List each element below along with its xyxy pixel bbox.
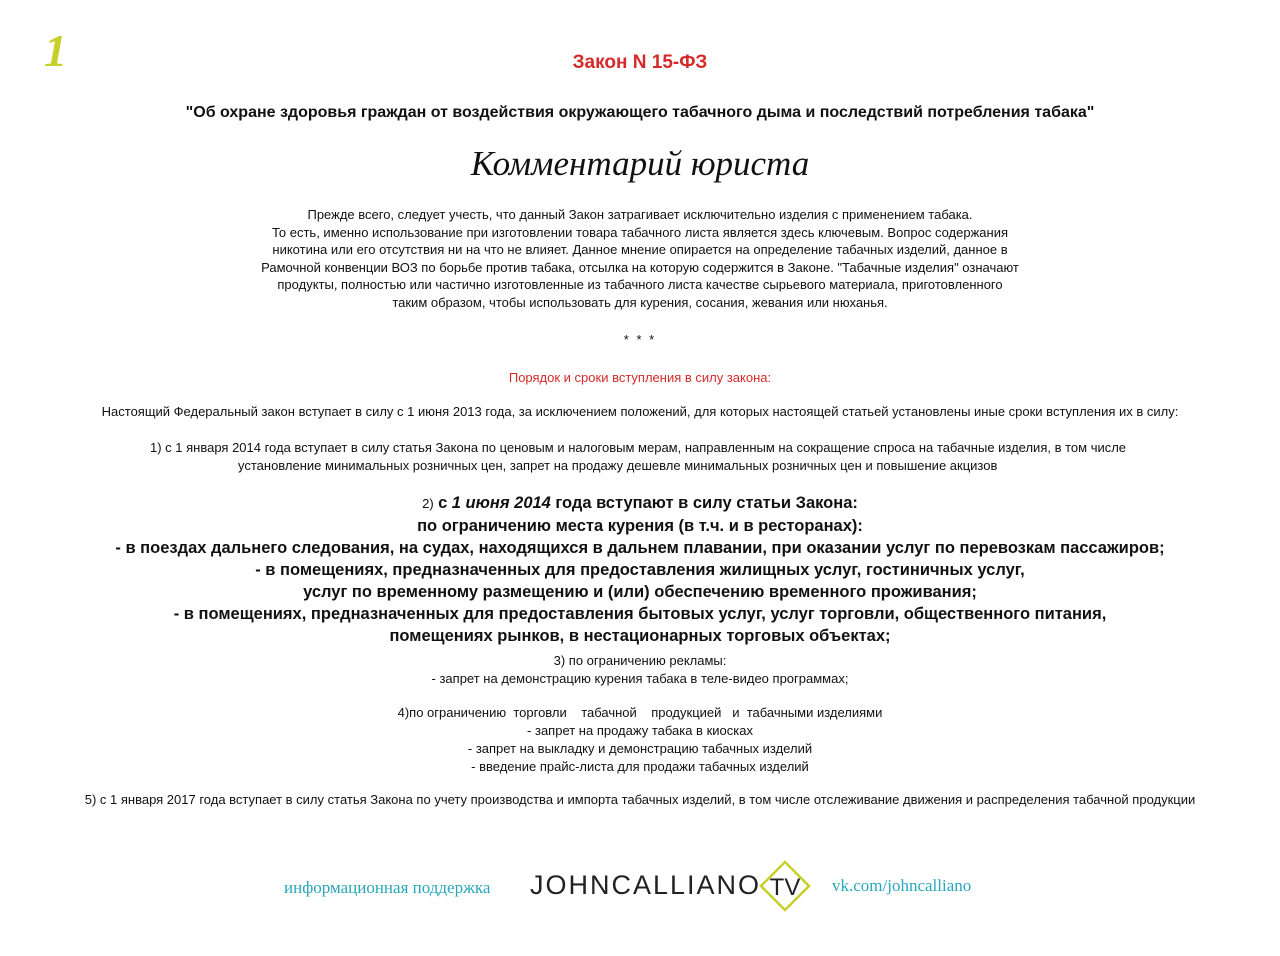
item-2-prefix: с: [438, 494, 448, 512]
page-number: 1: [44, 25, 67, 76]
footer-logo-text: JOHNCALLIANO: [530, 870, 762, 900]
tv-diamond-icon: [759, 860, 811, 912]
law-title: Закон N 15-ФЗ: [572, 52, 708, 73]
intro-line: таким образом, чтобы использовать для курения, сосания, жевания или нюханья.: [392, 294, 888, 310]
footer-logo-suffix: TV: [769, 874, 801, 901]
order-heading: Порядок и сроки вступления в силу закона:: [508, 370, 772, 385]
intro-line: никотина или его отсутствия ни на что не влияет. Данное мнение опирается на определение табачных изделий, данное в: [272, 242, 1008, 257]
item-4: [0, 704, 1280, 776]
item-2-line: - в помещениях, предназначенных для предоставления жилищных услуг, гостиничных услуг,: [255, 561, 1025, 579]
law-subtitle: "Об охране здоровья граждан от воздействия окружающего табачного дыма и последствий потребления табака": [185, 104, 1095, 121]
footer: [0, 856, 1280, 916]
item-2-line: по ограничению места курения (в т.ч. и в ресторанах):: [417, 517, 863, 535]
intro-line: продукты, полностью или частично изготовленные из табачного листа качестве сырьевого материала, приготовленного: [277, 277, 1003, 292]
item-2-suffix: года вступают в силу статьи Закона:: [555, 494, 858, 512]
item-2-line: - в помещениях, предназначенных для предоставления бытовых услуг, услуг торговли, общественного питания,: [173, 605, 1107, 623]
intro-line: Рамочной конвенции ВОЗ по борьбе против табака, отсылка на которую содержится в Законе. "Табачные изделия" означают: [261, 259, 1019, 275]
item-2-number: 2): [422, 496, 434, 511]
item-5: 5) с 1 января 2017 года вступает в силу статья Закона по учету производства и импорта табачных изделий, в том числе отслеживание движения и распределения табачной продукции: [84, 792, 1196, 807]
footer-vk-link[interactable]: vk.com/johncalliano: [832, 876, 972, 895]
item-4-line: - введение прайс-листа для продажи табачных изделий: [471, 759, 809, 774]
item-2-line: помещениях рынков, в нестационарных торговых объектах;: [389, 627, 891, 645]
item-2-date: 1 июня 2014: [451, 494, 551, 512]
intro-paragraph: [200, 206, 1080, 311]
item-4-line: - запрет на выкладку и демонстрацию табачных изделий: [467, 741, 813, 756]
footer-logo[interactable]: [530, 870, 761, 901]
intro-line: Прежде всего, следует учесть, что данный Закон затрагивает исключительно изделия с применением табака.: [307, 207, 973, 222]
item-2: [0, 492, 1280, 647]
item-4-line: - запрет на продажу табака в киосках: [527, 723, 753, 738]
footer-support-text: информационная поддержка: [284, 878, 491, 897]
item-3-line: 3) по ограничению рекламы:: [553, 653, 727, 668]
item-1: [150, 439, 1210, 474]
item-1-line: установление минимальных розничных цен, запрет на продажу дешевле минимальных розничных цен и повышение акцизов: [238, 457, 998, 473]
comment-heading: Комментарий юриста: [470, 144, 810, 183]
item-4-line: 4)по ограничению торговли табачной продукцией и табачными изделиями: [397, 705, 883, 720]
item-3-line: - запрет на демонстрацию курения табака в теле-видео программах;: [431, 671, 849, 686]
main-text: Настоящий Федеральный закон вступает в силу с 1 июня 2013 года, за исключением положений, для которых настоящей статьей установлены иные сроки вступления их в силу:: [101, 404, 1179, 419]
item-3: [0, 652, 1280, 688]
item-1-line: 1) с 1 января 2014 года вступает в силу статья Закона по ценовым и налоговым мерам, направленным на сокращение спроса на табачные изделия, в том числе: [150, 440, 1127, 455]
separator: * * *: [623, 332, 657, 347]
item-2-line: услуг по временному размещению и (или) обеспечению временного проживания;: [303, 583, 977, 601]
item-2-line: - в поездах дальнего следования, на судах, находящихся в дальнем плавании, при оказании услуг по перевозкам пассажиров;: [115, 539, 1165, 557]
intro-line: То есть, именно использование при изготовлении товара табачного листа является здесь ключевым. Вопрос содержания: [271, 224, 1008, 240]
